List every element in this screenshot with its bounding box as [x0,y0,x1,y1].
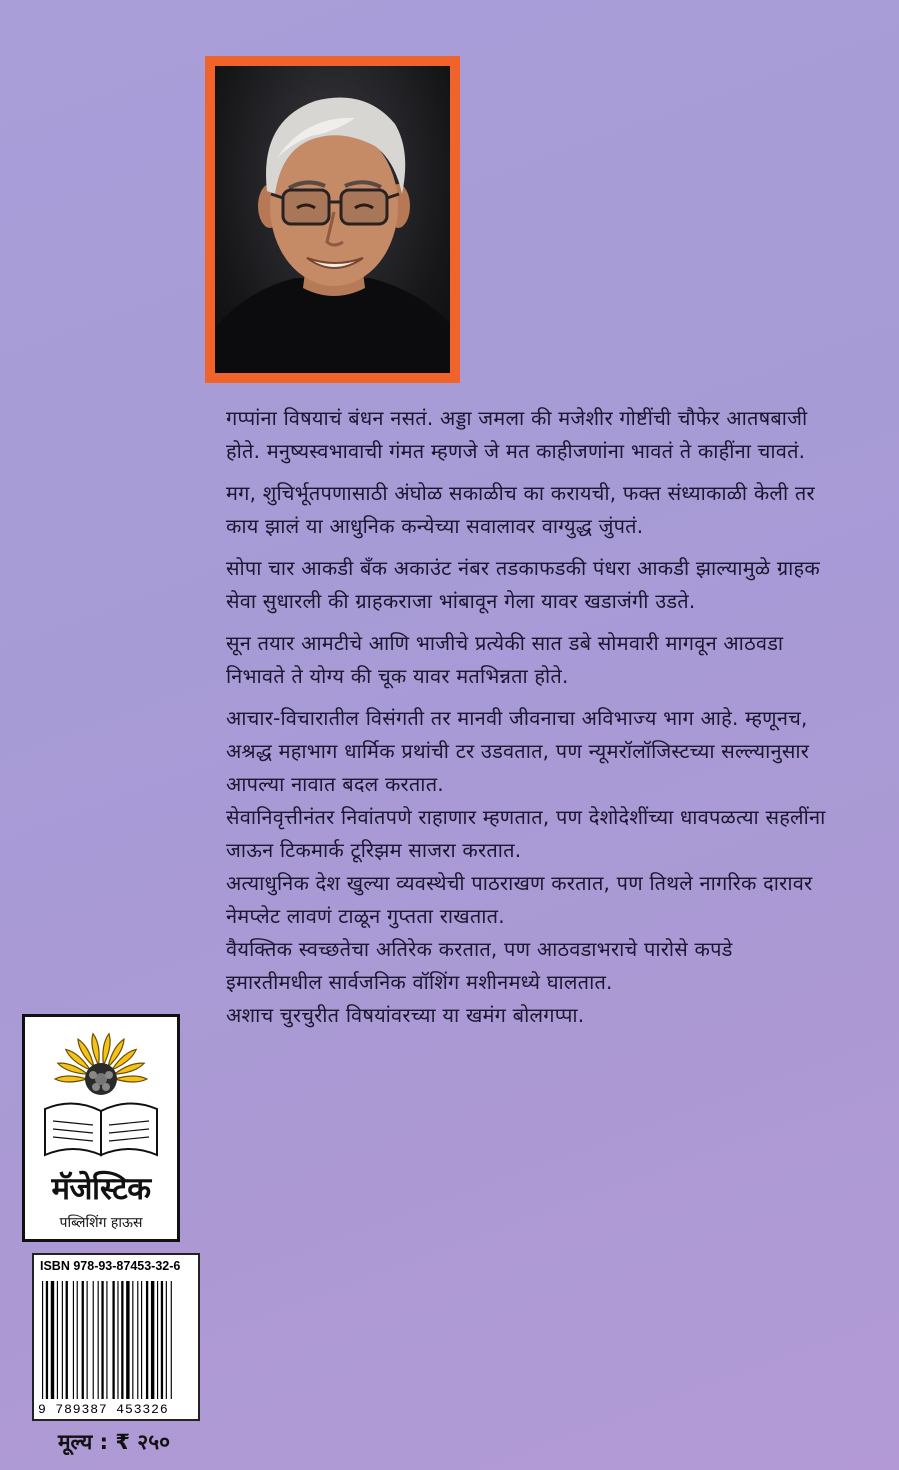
barcode-bar [171,1281,172,1399]
barcode-bar [57,1281,58,1399]
isbn-label: ISBN 978-93-87453-32-6 [40,1259,181,1273]
publisher-name: मॅजेस्टिक [51,1171,151,1207]
barcode-bar [141,1281,142,1399]
barcode-bar [151,1281,154,1399]
back-cover-blurb [226,402,826,1032]
barcode-bar [106,1281,107,1399]
blurb-paragraph: सोपा चार आकडी बँक अकाउंट नंबर तडकाफडकी पंधरा आकडी झाल्यामुळे ग्राहक सेवा सुधारली की ग्राहकराजा भांबावून गेला यावर खडाजंगी उडते. [226,556,820,613]
barcode-digits: 9 789387 453326 [38,1402,169,1417]
blurb-paragraph: सेवानिवृत्तीनंतर निवांतपणे राहाणार म्हणतात, पण देशोदेशींच्या धावपळत्या सहलींना जाऊन टिकमार्क टूरिझम साजरा करतात. [226,805,826,862]
barcode-bar [82,1281,84,1399]
publisher-logo [22,1014,180,1242]
barcode-bars [40,1281,194,1399]
barcode-bar [87,1281,88,1399]
isbn-barcode [32,1253,200,1421]
barcode-bar [112,1281,114,1399]
blurb-paragraph: सून तयार आमटीचे आणि भाजीचे प्रत्येकी सात डबे सोमवारी मागवून आठवडा निभावते ते योग्य की चूक यावर मतभिन्नता होते. [226,631,784,688]
price-label: मूल्य : ₹ २५० [58,1430,171,1454]
barcode-bar [66,1281,68,1399]
blurb-paragraph: अशाच चुरचुरीत विषयांवरच्या या खमंग बोलगप्पा. [226,1003,585,1027]
barcode-bar [101,1281,103,1399]
sunflower-over-open-book-icon [25,1017,177,1167]
barcode-bar [46,1281,48,1399]
blurb-paragraph: वैयक्तिक स्वच्छतेचा अतिरेक करतात, पण आठवडाभराचे पारोसे कपडे इमारतीमधील सार्वजनिक वॉशिंग मशीनमध्ये घालतात. [226,937,733,994]
blurb-paragraph: मग, शुचिर्भूतपणासाठी अंघोळ सकाळीच का करायची, फक्त संध्याकाळी केली तर काय झालं या आधुनिक कन्येच्या सवालावर वाग्युद्ध जुंपतं. [226,481,815,538]
barcode-bar [98,1281,99,1399]
barcode-bar [121,1281,123,1399]
blurb-paragraph: अत्याधुनिक देश खुल्या व्यवस्थेची पाठराखण करतात, पण तिथले नागरिक दारावर नेमप्लेट लावणं टाळून गुप्तता राखतात. [226,871,813,928]
barcode-bar [117,1281,118,1399]
author-portrait [215,66,450,373]
blurb-paragraph: आचार-विचारातील विसंगती तर मानवी जीवनाचा अविभाज्य भाग आहे. म्हणूनच, अश्रद्ध महाभाग धार्मिक प्रथांची टर उडवतात, पण न्यूमरॉलॉजिस्टच्या सल्ल्यानुसार आपल्या नावात बदल करतात. [226,706,810,796]
author-photo [215,66,450,373]
barcode-bar [62,1281,63,1399]
barcode-bar [51,1281,54,1399]
barcode-bar [166,1281,167,1399]
barcode-bar [126,1281,129,1399]
barcode-bar [132,1281,133,1399]
barcode-bar [146,1281,148,1399]
barcode-bar [161,1281,163,1399]
blurb-paragraph: गप्पांना विषयाचं बंधन नसतं. अड्डा जमला की मजेशीर गोष्टींची चौफेर आतषबाजी होते. मनुष्यस्वभावाची गंमत म्हणजे जे मत काहीजणांना भावतं ते काहींना चावतं. [226,406,808,463]
publisher-subtitle: पब्लिशिंग हाऊस [59,1215,143,1231]
barcode-bar [73,1281,74,1399]
barcode-bar [137,1281,138,1399]
barcode-bar [157,1281,158,1399]
barcode-bar [93,1281,94,1399]
barcode-bar [42,1281,43,1399]
author-photo-frame [205,56,460,383]
barcode-bar [77,1281,78,1399]
